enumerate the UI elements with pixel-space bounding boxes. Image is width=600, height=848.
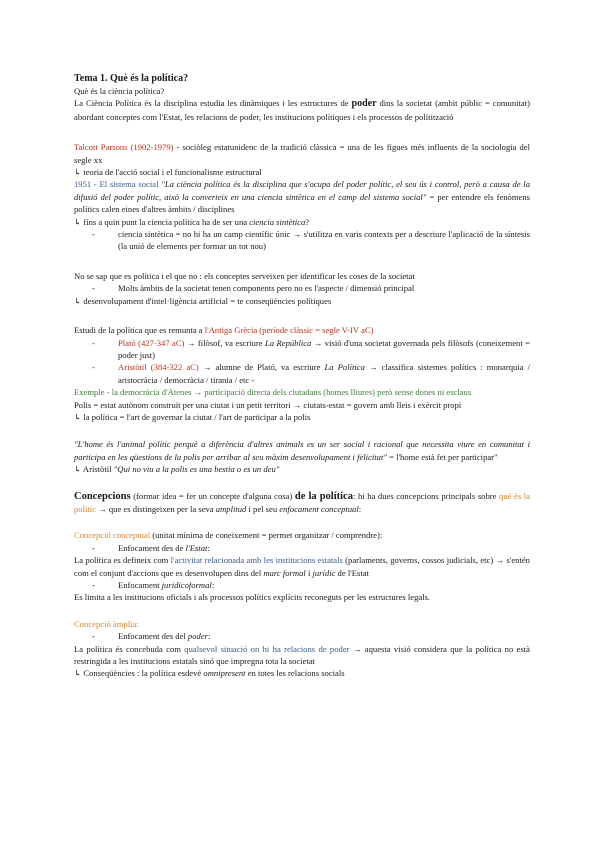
aristotil-quote: "Qui no viu a la polis es una bestia o es un deu" xyxy=(113,464,280,475)
list-item xyxy=(74,282,530,294)
parsons-paragraph xyxy=(74,141,530,166)
conceptual-rest: (unitat mínima de coneixement = permet organitzar / comprendre): xyxy=(150,530,383,541)
aenf-text: Enfocament des del xyxy=(118,631,188,642)
aristotil-text: → alumne de Plató, va escriure xyxy=(198,362,325,373)
estudi-highlight: l'Antiga Grècia (període clàssic = segle V-IV aC) xyxy=(204,325,374,336)
aristotil-book: La Política xyxy=(324,362,365,373)
amplia-definition xyxy=(74,643,530,668)
list-item-text xyxy=(118,337,530,362)
list-item-text xyxy=(118,361,530,386)
cons-italic: omnipresent xyxy=(203,668,246,679)
list-item xyxy=(74,579,530,591)
list-item-text: ciencia sintètica = no hi ha un camp científic únic → s'utilitza en varis contexts per a descriure l'aplicació de la síntesis (la unió de elements per formar un tot nou) xyxy=(118,229,530,252)
conceptual-label: Concepció conceptual xyxy=(74,530,151,541)
list-item xyxy=(74,630,530,642)
consequencies-line xyxy=(74,667,530,679)
cdef-e: i xyxy=(305,567,313,578)
concepcions-text: (formar idea = fer un concepte d'alguna cosa) xyxy=(130,490,295,501)
nose-line: No se sap que es política i el que no : els conceptes serveixen per identificar les coses de la societat xyxy=(74,270,415,281)
enf-end: : xyxy=(207,542,210,553)
list-item-text: Molts àmbits de la societat tenen components pero no es l'aspecte / dimensió principal xyxy=(118,283,415,294)
fins-line xyxy=(74,216,530,228)
plato-text-end: → visió d'una societat governada pels filòsofs (coneixement = poder just) xyxy=(118,337,530,360)
aristotil-name: Aristòtil (384-322 aC) xyxy=(118,362,199,373)
aristotil-quote-label: ↳ Aristòtil xyxy=(74,464,114,475)
dash-marker: - xyxy=(92,337,95,348)
concepcions-paragraph xyxy=(74,490,530,516)
page-title: Tema 1. Què és la política? xyxy=(74,73,189,84)
plato-text: → filòsof, va escriure xyxy=(184,337,266,348)
aenf-italic: poder xyxy=(187,631,208,642)
fins-text: ↳ fins a quin punt la ciencia política ha de ser una xyxy=(74,216,250,227)
amplia-label: Concepció àmplia: xyxy=(74,618,139,629)
jur-text: Enfocament xyxy=(118,580,162,590)
definition-text-end: dins la societat (ambit públic = comunitat) abordant conceptes com l'Estat, les relacions de poder, les institucions polítiques i els processos de polítització xyxy=(74,98,530,122)
concepcions-italic-2: enfocament conceptual xyxy=(279,503,359,514)
concepcions-text-2: : hi ha dues concepcions principals sobre xyxy=(352,490,500,501)
list-item-plato xyxy=(74,337,530,362)
concepcions-heading-2: de la política xyxy=(294,490,353,502)
concepcions-text-4: i pel seu xyxy=(246,503,280,514)
dash-marker: - xyxy=(92,542,95,553)
adef-highlight: qualsevol situació on hi ha relacions de poder xyxy=(184,643,350,654)
cdef-highlight: l'activitat relacionada amb les institucions estatals xyxy=(170,555,343,566)
dash-marker: - xyxy=(92,283,95,294)
list-item xyxy=(74,228,530,253)
document-page xyxy=(74,72,530,680)
plato-name: Plató (427-347 aC) xyxy=(118,337,185,348)
cdef-d: marc formal xyxy=(263,567,306,578)
cdef-f: jurídic xyxy=(312,567,336,578)
desenv-line: ↳ desenvolupament d'intel·ligència artificial = te conseqüències polítiques xyxy=(74,295,332,306)
dash-marker: - xyxy=(92,362,95,373)
sistema-paragraph xyxy=(74,178,530,215)
conceptual-definition xyxy=(74,554,530,579)
sistema-quote: "La ciència política és la disciplina que s'ocupa del poder polític, el seu ús i control, però a causa de la difusió del poder polític, això la converteix en una ciencia sintètica en el camp del sistema social" xyxy=(74,179,530,202)
list-item-text xyxy=(118,542,530,554)
polis-line: Polis = estat autònom construït per una ciutat i un petit territori → ciutats-estat = govern amb lleis i exèrcit propi xyxy=(74,399,462,410)
cons-end: en totes les relacions socials xyxy=(245,668,345,679)
dash-marker: - xyxy=(92,229,95,240)
aristotil-text-end: → classifica sistemes polítics : monarquia / aristocràcia / democràcia / tirania / etc - xyxy=(118,362,531,385)
exemple-line: Exemple - la democràcia d'Atenes → participació directa dels ciutadans (homes lliures) però sense dones ni esclaus xyxy=(74,387,472,398)
fins-italic: ciencia sintètica xyxy=(249,216,306,227)
sistema-label: 1951 - El sistema social xyxy=(74,179,159,190)
dash-marker: - xyxy=(92,631,95,642)
estudi-text: Estudi de la política que es remunta a xyxy=(74,325,205,336)
definition-paragraph xyxy=(74,97,530,123)
estudi-line xyxy=(74,324,530,336)
cons-text: ↳ Conseqüències : la política esdevé xyxy=(74,668,204,679)
sistema-rest: = per entendre els fenòmens polítics calen eines d'altres àmbits / disciplines xyxy=(74,191,530,215)
definition-highlight: poder xyxy=(351,98,377,110)
list-item-text xyxy=(118,579,530,591)
cdef-g: de l'Estat xyxy=(335,567,369,578)
limita-line: Es limita a les institucions oficials i als processos polítics explícits reconeguts per les estructures legals. xyxy=(74,592,431,603)
parsons-desc: - sociòleg estatunidenc de la tradició clàssica = una de les figues més influents de la sociologia del segle xx xyxy=(74,142,531,165)
cdef-c: (parlaments, governs, cossos judicials, etc) → s'entén com el conjunt d'accions que es desenvolupen dins del xyxy=(74,555,530,578)
jur-end: : xyxy=(211,580,215,590)
parsons-theory: ↳ teoria de l'acció social i el funcionalisme estructural xyxy=(74,167,262,178)
dash-marker: - xyxy=(92,580,95,590)
home-rest: = l'home està fet per participar" xyxy=(386,451,498,462)
concepcions-text-5: : xyxy=(358,503,362,514)
conceptual-heading-line xyxy=(74,529,530,541)
parsons-name: Talcott Parsons (1902-1979) xyxy=(74,142,174,153)
list-item xyxy=(74,542,530,554)
definition-text: La Ciència Política és la disciplina estudia les dinàmiques i les estructures de xyxy=(74,98,352,109)
aenf-end: : xyxy=(207,631,211,642)
concepcions-italic: amplitud xyxy=(215,503,247,514)
subtitle-question: Què és la ciència política? xyxy=(74,86,165,96)
adef-a: La política és concebuda com xyxy=(74,643,185,654)
home-quote: "L'home és l'animal polític perquè a diferència d'altres animals es un ser social i racional que necessita viure en comunitat i participa en les qüestions de la polis per arribar al seu màxim desenvolupament i felicitat" xyxy=(74,439,530,462)
home-quote-paragraph xyxy=(74,438,530,463)
list-item-text xyxy=(118,630,530,642)
adef-c: → aquesta visió considera que la política no està restringida a les institucions estatals sinó que impregna tota la societat xyxy=(74,643,530,667)
enf-text: Enfocament des de xyxy=(118,542,186,553)
concepcions-heading: Concepcions xyxy=(74,490,131,502)
concepcions-highlight: què és la polític xyxy=(74,490,531,514)
aristotil-quote-line xyxy=(74,463,530,475)
enf-italic: l'Estat xyxy=(185,542,208,553)
fins-end: ? xyxy=(305,216,310,227)
plato-book: La República xyxy=(265,337,312,348)
list-item-aristotil xyxy=(74,361,530,386)
cdef-a: La política es defineix com xyxy=(74,555,171,566)
polis-line-2: ↳ la política = l'art de governar la ciutat / l'art de participar a la polis xyxy=(74,411,311,422)
jur-italic: juridicoformal xyxy=(161,580,212,590)
concepcions-text-3: → que es distingeixen per la seva xyxy=(95,503,216,514)
